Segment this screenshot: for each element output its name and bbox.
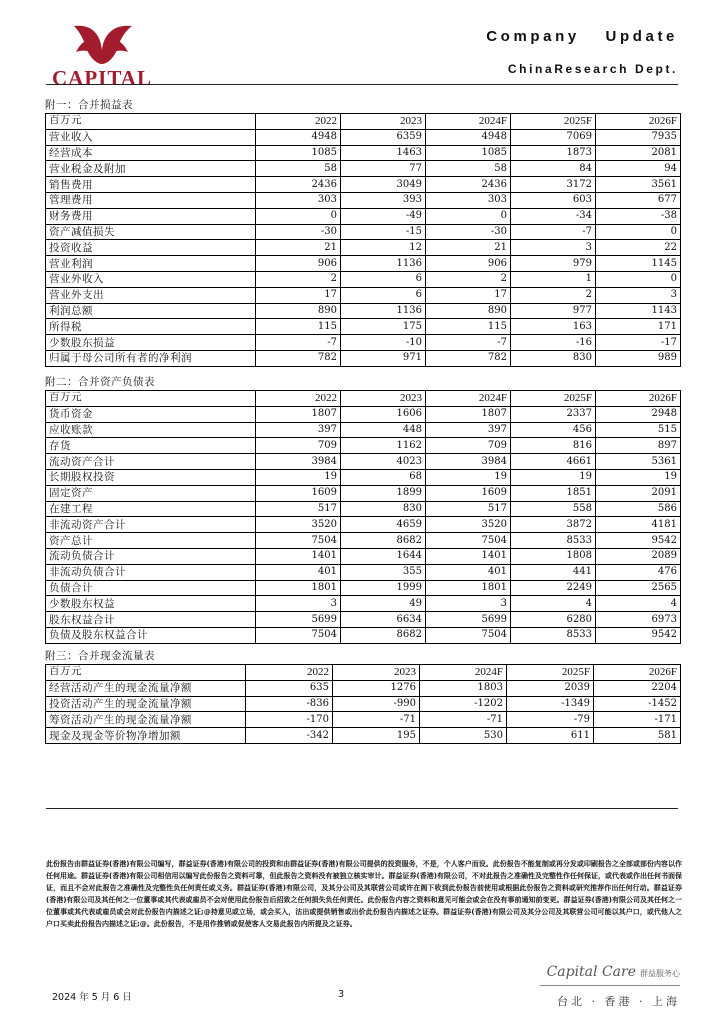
value-cell: -1202 bbox=[420, 696, 507, 712]
value-cell: 611 bbox=[507, 728, 594, 744]
year-header-cell: 2025F bbox=[511, 114, 596, 130]
value-cell: -30 bbox=[426, 224, 511, 240]
year-header-cell: 2022 bbox=[256, 114, 341, 130]
value-cell: 558 bbox=[511, 501, 596, 517]
row-label-cell: 固定资产 bbox=[46, 485, 256, 501]
value-cell: 3 bbox=[256, 596, 341, 612]
table-row bbox=[46, 469, 681, 485]
year-header-cell: 2025F bbox=[507, 665, 594, 681]
value-cell: 6 bbox=[341, 271, 426, 287]
value-cell: 3984 bbox=[256, 454, 341, 470]
table-row bbox=[46, 612, 681, 628]
table-row bbox=[46, 680, 681, 696]
value-cell: 1136 bbox=[341, 303, 426, 319]
capital-care-brand bbox=[547, 964, 680, 980]
value-cell: 5699 bbox=[426, 612, 511, 628]
table-row bbox=[46, 728, 681, 744]
value-cell: 3520 bbox=[426, 517, 511, 533]
value-cell: -15 bbox=[341, 224, 426, 240]
disclaimer-text: 此份报告由群益证券(香港)有限公司编写，群益证券(香港)有限公司的投资和由群益证券(香港)有限公司提供的投资服务，不是，个人客户而设。此份报告不能复制或再分发或印刷报告之全部或部份内容以作任何用途。群益证券(香港)有限公司相信用以编写此份报告之资料可靠，但此报告之资料没有被独立核实审计。群益证券(香港)有限公司，不对此报告之准确性及完整性作任何保证，或代表或作出任何书面保证，而且不会对此报告之准确性及完整性负任何责任或义务。群益证券(香港)有限公司，及其分公司及其联营公司或许在阁下收到此份报告前使用或根据此份报告之资料或研究推荐作出任何行动。群益证券(香港)有限公司及其任何之一位董事或其代表或雇员不会对使用此份报告后招致之任何损失负任何责任。此份报告内容之资料和意见可能会或会在没有事前通知前变更。群益证券(香港)有限公司及其任何之一位董事或其代表或雇员或会对此份报告内描述之证;@持意见或立场，或会买入，沽出或提供销售或出价此份报告内描述之证券。群益证券(香港)有限公司及其分公司及其联营公司可能以其户口，或代他人之户口买卖此份报告内描述之证;@。此份报告，不是用作推销或促使客人交易此报告内所提及之证券。 bbox=[46, 860, 682, 928]
year-header-cell: 2024F bbox=[420, 665, 507, 681]
value-cell: 1807 bbox=[426, 406, 511, 422]
row-label-cell: 存货 bbox=[46, 438, 256, 454]
row-label-cell: 在建工程 bbox=[46, 501, 256, 517]
row-label-cell: 长期股权投资 bbox=[46, 469, 256, 485]
value-cell: 1644 bbox=[341, 548, 426, 564]
value-cell: -49 bbox=[341, 208, 426, 224]
value-cell: 3984 bbox=[426, 454, 511, 470]
value-cell: 401 bbox=[426, 564, 511, 580]
table-row bbox=[46, 256, 681, 272]
row-label-cell: 归属于母公司所有者的净利润 bbox=[46, 350, 256, 366]
value-cell: 9542 bbox=[596, 627, 681, 643]
year-header-cell: 2024F bbox=[426, 391, 511, 407]
row-label-cell: 现金及现金等价物净增加额 bbox=[46, 728, 246, 744]
value-cell: 3172 bbox=[511, 177, 596, 193]
value-cell: 0 bbox=[256, 208, 341, 224]
value-cell: 971 bbox=[341, 350, 426, 366]
brand-name: Capital Care bbox=[546, 964, 636, 980]
value-cell: -1349 bbox=[507, 696, 594, 712]
value-cell: 1609 bbox=[256, 485, 341, 501]
value-cell: 441 bbox=[511, 564, 596, 580]
value-cell: 515 bbox=[596, 422, 681, 438]
value-cell: 1463 bbox=[341, 145, 426, 161]
value-cell: 58 bbox=[426, 161, 511, 177]
brand-divider bbox=[540, 985, 680, 986]
table-row bbox=[46, 501, 681, 517]
value-cell: 581 bbox=[594, 728, 681, 744]
value-cell: 7935 bbox=[596, 129, 681, 145]
value-cell: 2091 bbox=[596, 485, 681, 501]
year-header-cell: 2023 bbox=[341, 391, 426, 407]
table-row bbox=[46, 517, 681, 533]
unit-header-cell: 百万元 bbox=[46, 665, 246, 681]
value-cell: 3 bbox=[596, 287, 681, 303]
value-cell: 397 bbox=[426, 422, 511, 438]
value-cell: 21 bbox=[256, 240, 341, 256]
value-cell: 19 bbox=[256, 469, 341, 485]
value-cell: 3 bbox=[426, 596, 511, 612]
footer-divider bbox=[46, 808, 678, 809]
value-cell: 517 bbox=[256, 501, 341, 517]
year-header-cell: 2022 bbox=[256, 391, 341, 407]
value-cell: 517 bbox=[426, 501, 511, 517]
value-cell: 530 bbox=[420, 728, 507, 744]
row-label-cell: 少数股东损益 bbox=[46, 335, 256, 351]
value-cell: 1609 bbox=[426, 485, 511, 501]
value-cell: 7504 bbox=[256, 533, 341, 549]
value-cell: 2337 bbox=[511, 406, 596, 422]
value-cell: 2249 bbox=[511, 580, 596, 596]
value-cell: 2 bbox=[256, 271, 341, 287]
value-cell: 3049 bbox=[341, 177, 426, 193]
row-label-cell: 负债及股东权益合计 bbox=[46, 627, 256, 643]
value-cell: 7504 bbox=[256, 627, 341, 643]
year-header-cell: 2026F bbox=[596, 391, 681, 407]
value-cell: 1801 bbox=[256, 580, 341, 596]
value-cell: 1801 bbox=[426, 580, 511, 596]
row-label-cell: 利润总额 bbox=[46, 303, 256, 319]
table-header-row bbox=[46, 391, 681, 407]
cash-flow-table bbox=[45, 664, 681, 744]
value-cell: 977 bbox=[511, 303, 596, 319]
value-cell: 2436 bbox=[256, 177, 341, 193]
unit-header-cell: 百万元 bbox=[46, 114, 256, 130]
value-cell: 58 bbox=[256, 161, 341, 177]
value-cell: -17 bbox=[596, 335, 681, 351]
value-cell: 1999 bbox=[341, 580, 426, 596]
value-cell: 8533 bbox=[511, 627, 596, 643]
income-statement-title: 附一：合并损益表 bbox=[45, 99, 133, 111]
value-cell: 2039 bbox=[507, 680, 594, 696]
value-cell: 12 bbox=[341, 240, 426, 256]
value-cell: 84 bbox=[511, 161, 596, 177]
value-cell: 4181 bbox=[596, 517, 681, 533]
value-cell: 2089 bbox=[596, 548, 681, 564]
row-label-cell: 财务费用 bbox=[46, 208, 256, 224]
value-cell: 77 bbox=[341, 161, 426, 177]
value-cell: 6973 bbox=[596, 612, 681, 628]
value-cell: -71 bbox=[333, 712, 420, 728]
office-cities: 台北 · 香港 · 上海 bbox=[557, 995, 680, 1008]
value-cell: 397 bbox=[256, 422, 341, 438]
value-cell: 115 bbox=[256, 319, 341, 335]
value-cell: 830 bbox=[511, 350, 596, 366]
table-row bbox=[46, 422, 681, 438]
value-cell: 8682 bbox=[341, 627, 426, 643]
value-cell: 906 bbox=[256, 256, 341, 272]
table-row bbox=[46, 485, 681, 501]
year-header-cell: 2026F bbox=[594, 665, 681, 681]
row-label-cell: 所得税 bbox=[46, 319, 256, 335]
value-cell: 1085 bbox=[256, 145, 341, 161]
value-cell: 5361 bbox=[596, 454, 681, 470]
value-cell: 17 bbox=[256, 287, 341, 303]
value-cell: 1085 bbox=[426, 145, 511, 161]
table-row bbox=[46, 224, 681, 240]
value-cell: -10 bbox=[341, 335, 426, 351]
value-cell: 19 bbox=[511, 469, 596, 485]
value-cell: 989 bbox=[596, 350, 681, 366]
value-cell: 393 bbox=[341, 192, 426, 208]
value-cell: 1808 bbox=[511, 548, 596, 564]
value-cell: 448 bbox=[341, 422, 426, 438]
value-cell: 4948 bbox=[426, 129, 511, 145]
value-cell: 5699 bbox=[256, 612, 341, 628]
table-row bbox=[46, 161, 681, 177]
value-cell: -38 bbox=[596, 208, 681, 224]
table-header-row bbox=[46, 665, 681, 681]
table-row bbox=[46, 454, 681, 470]
value-cell: 22 bbox=[596, 240, 681, 256]
report-type-title: Company Update bbox=[486, 28, 678, 45]
row-label-cell: 经营活动产生的现金流量净额 bbox=[46, 680, 246, 696]
row-label-cell: 少数股东权益 bbox=[46, 596, 256, 612]
value-cell: 0 bbox=[596, 224, 681, 240]
value-cell: 4023 bbox=[341, 454, 426, 470]
value-cell: 4661 bbox=[511, 454, 596, 470]
table-row bbox=[46, 548, 681, 564]
value-cell: 1136 bbox=[341, 256, 426, 272]
value-cell: 401 bbox=[256, 564, 341, 580]
year-header-cell: 2023 bbox=[333, 665, 420, 681]
value-cell: 195 bbox=[333, 728, 420, 744]
value-cell: 1606 bbox=[341, 406, 426, 422]
value-cell: 603 bbox=[511, 192, 596, 208]
value-cell: 3 bbox=[511, 240, 596, 256]
table-row bbox=[46, 335, 681, 351]
value-cell: 677 bbox=[596, 192, 681, 208]
value-cell: 3561 bbox=[596, 177, 681, 193]
value-cell: 171 bbox=[596, 319, 681, 335]
year-header-cell: 2022 bbox=[246, 665, 333, 681]
value-cell: 906 bbox=[426, 256, 511, 272]
value-cell: -7 bbox=[256, 335, 341, 351]
value-cell: 1803 bbox=[420, 680, 507, 696]
table-row bbox=[46, 240, 681, 256]
page-number: 3 bbox=[338, 989, 345, 1000]
row-label-cell: 投资收益 bbox=[46, 240, 256, 256]
year-header-cell: 2025F bbox=[511, 391, 596, 407]
value-cell: 2 bbox=[511, 287, 596, 303]
value-cell: 8682 bbox=[341, 533, 426, 549]
value-cell: 9542 bbox=[596, 533, 681, 549]
row-label-cell: 营业税金及附加 bbox=[46, 161, 256, 177]
row-label-cell: 经营成本 bbox=[46, 145, 256, 161]
value-cell: 8533 bbox=[511, 533, 596, 549]
value-cell: 890 bbox=[256, 303, 341, 319]
value-cell: 68 bbox=[341, 469, 426, 485]
value-cell: 476 bbox=[596, 564, 681, 580]
brand-subtitle: 群益服务心 bbox=[640, 969, 680, 978]
value-cell: 816 bbox=[511, 438, 596, 454]
row-label-cell: 流动资产合计 bbox=[46, 454, 256, 470]
value-cell: 3520 bbox=[256, 517, 341, 533]
row-label-cell: 资产减值损失 bbox=[46, 224, 256, 240]
value-cell: 0 bbox=[426, 208, 511, 224]
table-row bbox=[46, 696, 681, 712]
value-cell: 6280 bbox=[511, 612, 596, 628]
table-header-row bbox=[46, 114, 681, 130]
value-cell: 19 bbox=[596, 469, 681, 485]
value-cell: 163 bbox=[511, 319, 596, 335]
table-row bbox=[46, 129, 681, 145]
value-cell: -1452 bbox=[594, 696, 681, 712]
value-cell: 0 bbox=[596, 271, 681, 287]
income-statement-table bbox=[45, 113, 681, 367]
value-cell: 1 bbox=[511, 271, 596, 287]
value-cell: 2081 bbox=[596, 145, 681, 161]
table-row bbox=[46, 564, 681, 580]
row-label-cell: 营业利润 bbox=[46, 256, 256, 272]
value-cell: 782 bbox=[256, 350, 341, 366]
value-cell: 1145 bbox=[596, 256, 681, 272]
row-label-cell: 销售费用 bbox=[46, 177, 256, 193]
row-label-cell: 资产总计 bbox=[46, 533, 256, 549]
cash-flow-title: 附三：合并现金流量表 bbox=[45, 650, 155, 662]
value-cell: 3872 bbox=[511, 517, 596, 533]
value-cell: 4 bbox=[596, 596, 681, 612]
table-row bbox=[46, 192, 681, 208]
value-cell: 19 bbox=[426, 469, 511, 485]
value-cell: 4 bbox=[511, 596, 596, 612]
row-label-cell: 流动负债合计 bbox=[46, 548, 256, 564]
value-cell: -34 bbox=[511, 208, 596, 224]
value-cell: 890 bbox=[426, 303, 511, 319]
value-cell: 94 bbox=[596, 161, 681, 177]
value-cell: 17 bbox=[426, 287, 511, 303]
table-row bbox=[46, 580, 681, 596]
value-cell: 1401 bbox=[256, 548, 341, 564]
row-label-cell: 负债合计 bbox=[46, 580, 256, 596]
value-cell: 7504 bbox=[426, 533, 511, 549]
value-cell: 1143 bbox=[596, 303, 681, 319]
table-row bbox=[46, 303, 681, 319]
value-cell: -7 bbox=[426, 335, 511, 351]
value-cell: 6634 bbox=[341, 612, 426, 628]
value-cell: 782 bbox=[426, 350, 511, 366]
value-cell: 2436 bbox=[426, 177, 511, 193]
value-cell: 1807 bbox=[256, 406, 341, 422]
row-label-cell: 货币资金 bbox=[46, 406, 256, 422]
table-row bbox=[46, 271, 681, 287]
value-cell: -16 bbox=[511, 335, 596, 351]
value-cell: 456 bbox=[511, 422, 596, 438]
table-row bbox=[46, 438, 681, 454]
value-cell: 7069 bbox=[511, 129, 596, 145]
value-cell: 1851 bbox=[511, 485, 596, 501]
table-row bbox=[46, 208, 681, 224]
value-cell: 4948 bbox=[256, 129, 341, 145]
value-cell: -79 bbox=[507, 712, 594, 728]
value-cell: 2565 bbox=[596, 580, 681, 596]
value-cell: -342 bbox=[246, 728, 333, 744]
value-cell: -7 bbox=[511, 224, 596, 240]
row-label-cell: 筹资活动产生的现金流量净额 bbox=[46, 712, 246, 728]
value-cell: 1401 bbox=[426, 548, 511, 564]
table-row bbox=[46, 287, 681, 303]
table-row bbox=[46, 712, 681, 728]
value-cell: 303 bbox=[256, 192, 341, 208]
header-divider bbox=[46, 84, 678, 85]
row-label-cell: 营业外收入 bbox=[46, 271, 256, 287]
logo-text: CAPITAL bbox=[52, 66, 152, 90]
value-cell: 21 bbox=[426, 240, 511, 256]
value-cell: 1873 bbox=[511, 145, 596, 161]
value-cell: 2 bbox=[426, 271, 511, 287]
row-label-cell: 非流动资产合计 bbox=[46, 517, 256, 533]
row-label-cell: 管理费用 bbox=[46, 192, 256, 208]
year-header-cell: 2024F bbox=[426, 114, 511, 130]
table-row bbox=[46, 350, 681, 366]
table-row bbox=[46, 319, 681, 335]
value-cell: 1899 bbox=[341, 485, 426, 501]
table-row bbox=[46, 533, 681, 549]
value-cell: 4659 bbox=[341, 517, 426, 533]
value-cell: 586 bbox=[596, 501, 681, 517]
value-cell: 115 bbox=[426, 319, 511, 335]
year-header-cell: 2026F bbox=[596, 114, 681, 130]
value-cell: -170 bbox=[246, 712, 333, 728]
value-cell: 6359 bbox=[341, 129, 426, 145]
value-cell: 897 bbox=[596, 438, 681, 454]
balance-sheet-title: 附二：合并资产负债表 bbox=[45, 376, 155, 388]
value-cell: 49 bbox=[341, 596, 426, 612]
value-cell: -71 bbox=[420, 712, 507, 728]
value-cell: 2204 bbox=[594, 680, 681, 696]
table-row bbox=[46, 406, 681, 422]
value-cell: 1276 bbox=[333, 680, 420, 696]
value-cell: 175 bbox=[341, 319, 426, 335]
value-cell: 2948 bbox=[596, 406, 681, 422]
value-cell: 355 bbox=[341, 564, 426, 580]
row-label-cell: 股东权益合计 bbox=[46, 612, 256, 628]
department-label: ChinaResearch Dept. bbox=[507, 62, 678, 76]
value-cell: 830 bbox=[341, 501, 426, 517]
value-cell: 1162 bbox=[341, 438, 426, 454]
row-label-cell: 应收账款 bbox=[46, 422, 256, 438]
table-row bbox=[46, 596, 681, 612]
balance-sheet-table bbox=[45, 390, 681, 644]
row-label-cell: 营业外支出 bbox=[46, 287, 256, 303]
row-label-cell: 营业收入 bbox=[46, 129, 256, 145]
value-cell: -836 bbox=[246, 696, 333, 712]
unit-header-cell: 百万元 bbox=[46, 391, 256, 407]
value-cell: 709 bbox=[426, 438, 511, 454]
value-cell: 635 bbox=[246, 680, 333, 696]
value-cell: 7504 bbox=[426, 627, 511, 643]
row-label-cell: 投资活动产生的现金流量净额 bbox=[46, 696, 246, 712]
year-header-cell: 2023 bbox=[341, 114, 426, 130]
report-date: 2024 年 5 月 6 日 bbox=[52, 992, 132, 1003]
value-cell: -990 bbox=[333, 696, 420, 712]
value-cell: -30 bbox=[256, 224, 341, 240]
value-cell: -171 bbox=[594, 712, 681, 728]
value-cell: 979 bbox=[511, 256, 596, 272]
value-cell: 303 bbox=[426, 192, 511, 208]
table-row bbox=[46, 177, 681, 193]
value-cell: 709 bbox=[256, 438, 341, 454]
table-row bbox=[46, 627, 681, 643]
row-label-cell: 非流动负债合计 bbox=[46, 564, 256, 580]
value-cell: 6 bbox=[341, 287, 426, 303]
table-row bbox=[46, 145, 681, 161]
